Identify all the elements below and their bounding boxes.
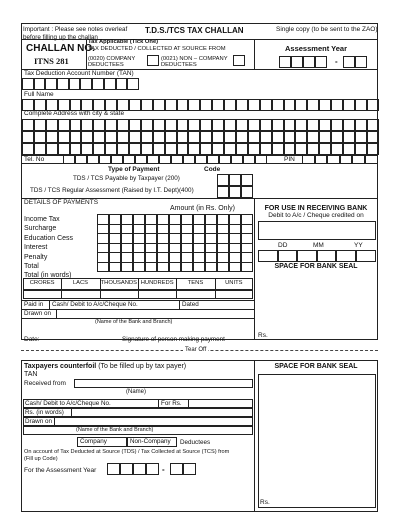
entry-cell[interactable] xyxy=(219,155,231,164)
entry-cell[interactable] xyxy=(93,143,105,155)
cf-year-to-boxes[interactable] xyxy=(170,463,196,475)
entry-cell[interactable] xyxy=(46,119,58,131)
entry-cell[interactable] xyxy=(295,119,307,131)
entry-cell[interactable] xyxy=(319,143,331,155)
entry-cell[interactable] xyxy=(117,143,129,155)
cf-for-rs-label: For Rs. xyxy=(161,400,182,407)
entry-cell[interactable] xyxy=(81,143,93,155)
entry-cell[interactable] xyxy=(141,143,153,155)
entry-cell[interactable] xyxy=(205,262,217,273)
cf-company-label: Company xyxy=(80,438,107,445)
entry-cell[interactable] xyxy=(70,119,82,131)
entry-cell[interactable] xyxy=(117,131,129,143)
entry-cell[interactable] xyxy=(141,99,153,111)
entry-cell[interactable] xyxy=(336,250,356,262)
date-boxes[interactable] xyxy=(258,250,376,262)
tax-applicable-desc: TAX DEDUCTED / COLLECTED AT SOURCE FROM xyxy=(88,46,226,52)
entry-cell[interactable] xyxy=(319,119,331,131)
divider xyxy=(56,309,57,318)
entry-cell[interactable] xyxy=(307,99,319,111)
assessment-year-to-boxes[interactable] xyxy=(343,56,367,68)
entry-cell[interactable] xyxy=(121,262,133,273)
entry-cell[interactable] xyxy=(278,250,298,262)
entry-cell[interactable] xyxy=(105,143,117,155)
paid-in-label: Paid in xyxy=(24,301,44,308)
entry-cell[interactable] xyxy=(75,155,87,164)
entry-cell[interactable] xyxy=(367,131,379,143)
entry-cell[interactable] xyxy=(135,155,147,164)
words-column-label: THOUSANDS xyxy=(100,280,138,286)
entry-cell[interactable] xyxy=(129,119,141,131)
entry-cell[interactable] xyxy=(343,99,355,111)
entry-cell[interactable] xyxy=(258,250,278,262)
entry-cell[interactable] xyxy=(224,131,236,143)
entry-cell[interactable] xyxy=(22,143,34,155)
entry-cell[interactable] xyxy=(307,143,319,155)
entry-cell[interactable] xyxy=(200,131,212,143)
entry-cell[interactable] xyxy=(153,99,165,111)
entry-cell[interactable] xyxy=(93,119,105,131)
entry-cell[interactable] xyxy=(188,131,200,143)
entry-cell[interactable] xyxy=(104,78,116,90)
entry-cell[interactable] xyxy=(153,143,165,155)
received-from-label: Received from xyxy=(24,380,66,387)
entry-cell[interactable] xyxy=(284,131,296,143)
entry-cell[interactable] xyxy=(236,119,248,131)
entry-cell[interactable] xyxy=(165,131,177,143)
amount-header: Amount (in Rs. Only) xyxy=(170,205,235,212)
entry-cell[interactable] xyxy=(307,119,319,131)
entry-cell[interactable] xyxy=(356,250,376,262)
entry-cell[interactable] xyxy=(355,119,367,131)
entry-cell[interactable] xyxy=(141,119,153,131)
entry-cell[interactable] xyxy=(45,78,57,90)
entry-cell[interactable] xyxy=(231,155,243,164)
cf-assessment-year-label: For the Assessment Year xyxy=(24,467,97,474)
divider xyxy=(254,39,255,69)
cf-year-separator: - xyxy=(162,465,165,474)
entry-cell[interactable] xyxy=(343,131,355,143)
entry-cell[interactable] xyxy=(367,119,379,131)
dated-label: Dated xyxy=(182,301,199,308)
payment-row-label: Surcharge xyxy=(24,225,57,232)
address-boxes-1[interactable] xyxy=(22,119,379,131)
tear-off-label: Tear Off xyxy=(185,347,207,353)
form-title: T.D.S./TCS TAX CHALLAN xyxy=(145,26,244,35)
entry-cell[interactable] xyxy=(224,143,236,155)
entry-cell[interactable] xyxy=(307,131,319,143)
option-400: TDS / TCS Regular Assessment (Raised by I.T. Dept)(400) xyxy=(30,187,194,194)
divider xyxy=(54,417,55,426)
drawn-on-row[interactable] xyxy=(23,417,253,426)
entry-cell[interactable] xyxy=(177,143,189,155)
divider xyxy=(71,408,72,417)
entry-cell[interactable] xyxy=(207,155,219,164)
entry-cell[interactable] xyxy=(81,119,93,131)
entry-cell[interactable] xyxy=(153,119,165,131)
entry-cell[interactable] xyxy=(212,119,224,131)
entry-cell[interactable] xyxy=(169,262,181,273)
entry-cell[interactable] xyxy=(92,78,104,90)
entry-cell[interactable] xyxy=(367,143,379,155)
option-company: (0020) COMPANY DEDUCTEES xyxy=(88,56,136,69)
cf-rs-label: Rs. xyxy=(260,499,270,506)
address-boxes-2[interactable] xyxy=(22,131,379,143)
cf-drawn-on-label: Drawn on xyxy=(25,418,52,425)
entry-cell[interactable] xyxy=(343,143,355,155)
entry-cell[interactable] xyxy=(171,155,183,164)
entry-cell[interactable] xyxy=(224,119,236,131)
bank-branch-note: (Name of the Bank and Branch) xyxy=(95,319,173,325)
words-column-label: CRORES xyxy=(29,280,55,286)
entry-cell[interactable] xyxy=(212,131,224,143)
option-non-company: (0021) NON – COMPANY DEDUCTEES xyxy=(161,56,228,69)
cf-bank-seal-box xyxy=(258,374,376,508)
tan-label: Tax Deduction Account Number (TAN) xyxy=(24,70,134,77)
entry-cell[interactable] xyxy=(183,155,195,164)
words-entry-row[interactable] xyxy=(23,290,253,299)
tel-boxes[interactable] xyxy=(63,155,267,164)
yy-label: YY xyxy=(354,242,363,249)
payment-row-label: Income Tax xyxy=(24,215,60,223)
entry-cell[interactable] xyxy=(331,131,343,143)
cf-rs-words-label: Rs. (in words) xyxy=(25,409,64,416)
entry-cell[interactable] xyxy=(236,99,248,111)
entry-cell[interactable] xyxy=(295,99,307,111)
entry-cell[interactable] xyxy=(217,262,229,273)
entry-cell[interactable] xyxy=(241,262,253,273)
entry-cell[interactable] xyxy=(343,119,355,131)
entry-cell[interactable] xyxy=(260,131,272,143)
tan-boxes[interactable] xyxy=(22,78,139,90)
payment-row-label: Penalty xyxy=(24,253,48,261)
entry-cell[interactable] xyxy=(99,155,111,164)
entry-cell[interactable] xyxy=(165,99,177,111)
signature-label: Signature of person making payment xyxy=(122,336,225,343)
entry-cell[interactable] xyxy=(295,143,307,155)
entry-cell[interactable] xyxy=(236,131,248,143)
dd-label: DD xyxy=(278,242,288,249)
entry-cell[interactable] xyxy=(212,143,224,155)
entry-cell[interactable] xyxy=(133,262,145,273)
cf-account-note: On account of Tax Deducted at Source (TDS) / Tax Collected at Source (TCS) from xyxy=(24,449,230,455)
debit-entry-box[interactable] xyxy=(258,221,376,240)
entry-cell[interactable] xyxy=(297,250,317,262)
entry-cell[interactable] xyxy=(331,119,343,131)
details-header: DETAILS OF PAYMENTS xyxy=(24,199,99,206)
receiving-bank-title: FOR USE IN RECEIVING BANK xyxy=(264,205,368,212)
rs-label: Rs. xyxy=(258,332,268,339)
entry-cell[interactable] xyxy=(260,119,272,131)
entry-cell[interactable] xyxy=(105,119,117,131)
counterfoil-title-rest: (To be filled up by tax payer) xyxy=(98,363,187,370)
entry-cell[interactable] xyxy=(127,78,139,90)
divider xyxy=(49,300,50,309)
entry-cell[interactable] xyxy=(260,99,272,111)
entry-cell[interactable] xyxy=(355,131,367,143)
payment-row-label: Total xyxy=(24,263,39,270)
entry-cell[interactable] xyxy=(57,78,69,90)
paid-in-desc: Cash/ Debit to A/c/Cheque No. xyxy=(52,301,138,308)
payment-type-label: Type of Payment xyxy=(108,166,160,173)
entry-cell[interactable] xyxy=(302,155,315,164)
entry-cell[interactable] xyxy=(22,78,34,90)
entry-cell[interactable] xyxy=(93,131,105,143)
assessment-year-from-boxes[interactable] xyxy=(279,56,327,68)
entry-cell[interactable] xyxy=(34,143,46,155)
entry-cell[interactable] xyxy=(177,99,189,111)
entry-cell[interactable] xyxy=(58,119,70,131)
entry-cell[interactable] xyxy=(248,143,260,155)
important-note: Important : Please see notes overleaf before filling up the challan xyxy=(23,26,128,41)
address-boxes-3[interactable] xyxy=(22,143,379,155)
assessment-year-label: Assessment Year xyxy=(285,44,347,53)
entry-cell[interactable] xyxy=(105,131,117,143)
received-from-field[interactable] xyxy=(74,379,253,388)
entry-cell[interactable] xyxy=(331,143,343,155)
entry-cell[interactable] xyxy=(319,99,331,111)
entry-cell[interactable] xyxy=(248,99,260,111)
cf-bank-branch-note: (Name of the Bank and Branch) xyxy=(76,427,154,433)
challan-title: CHALLAN NO. xyxy=(26,43,95,54)
entry-cell[interactable] xyxy=(200,119,212,131)
entry-cell[interactable] xyxy=(236,143,248,155)
entry-cell[interactable] xyxy=(255,155,267,164)
entry-cell[interactable] xyxy=(46,131,58,143)
entry-cell[interactable] xyxy=(63,155,75,164)
entry-cell[interactable] xyxy=(327,155,340,164)
entry-cell[interactable] xyxy=(129,99,141,111)
address-label: Complete Address with city & state xyxy=(24,110,125,117)
entry-cell[interactable] xyxy=(284,143,296,155)
entry-cell[interactable] xyxy=(188,119,200,131)
entry-cell[interactable] xyxy=(145,262,157,273)
entry-cell[interactable] xyxy=(129,131,141,143)
entry-cell[interactable] xyxy=(315,155,328,164)
payment-row-label: Education Cess xyxy=(24,234,74,242)
entry-cell[interactable] xyxy=(200,143,212,155)
entry-cell[interactable] xyxy=(340,155,353,164)
words-column-label: TENS xyxy=(187,280,204,286)
pin-boxes[interactable] xyxy=(302,155,378,164)
entry-cell[interactable] xyxy=(109,262,121,273)
payment-row-amount-boxes[interactable] xyxy=(97,262,253,273)
entry-cell[interactable] xyxy=(111,155,123,164)
entry-cell[interactable] xyxy=(200,99,212,111)
payment-code-label: Code xyxy=(204,166,221,173)
counterfoil-title-bold: Taxpayers counterfoil xyxy=(24,363,97,370)
copy-note: Single copy (to be sent to the ZAO) xyxy=(276,26,378,33)
cf-fill-code-note: (Fill up Code) xyxy=(24,456,58,462)
date-label: Date: xyxy=(24,336,40,343)
entry-cell[interactable] xyxy=(272,143,284,155)
words-column-label: HUNDREDS xyxy=(140,280,174,286)
entry-cell[interactable] xyxy=(80,78,92,90)
entry-cell[interactable] xyxy=(153,131,165,143)
entry-cell[interactable] xyxy=(129,143,141,155)
cf-tan-label: TAN xyxy=(24,371,38,378)
entry-cell[interactable] xyxy=(34,131,46,143)
entry-cell[interactable] xyxy=(193,262,205,273)
counterfoil-title xyxy=(24,363,186,370)
entry-cell[interactable] xyxy=(147,155,159,164)
non-company-checkbox[interactable] xyxy=(233,55,245,66)
entry-cell[interactable] xyxy=(284,99,296,111)
words-column-label: UNITS xyxy=(225,280,243,286)
entry-cell[interactable] xyxy=(272,119,284,131)
option-200: TDS / TCS Payable by Taxpayer (200) xyxy=(73,175,180,182)
entry-cell[interactable] xyxy=(159,155,171,164)
cf-bank-seal-title: SPACE FOR BANK SEAL xyxy=(274,363,358,370)
entry-cell[interactable] xyxy=(195,155,207,164)
year-separator: - xyxy=(335,57,338,66)
entry-cell[interactable] xyxy=(355,99,367,111)
entry-cell[interactable] xyxy=(116,78,128,90)
divider xyxy=(179,300,180,309)
full-name-label: Full Name xyxy=(24,91,54,98)
pin-label: PIN xyxy=(284,156,295,163)
entry-cell[interactable] xyxy=(117,119,129,131)
mm-label: MM xyxy=(313,242,324,249)
entry-cell[interactable] xyxy=(229,262,241,273)
cf-non-company-label: Non-Company xyxy=(130,438,171,445)
drawn-on-label: Drawn on xyxy=(24,310,51,317)
entry-cell[interactable] xyxy=(352,155,365,164)
entry-cell[interactable] xyxy=(70,143,82,155)
entry-cell[interactable] xyxy=(331,99,343,111)
company-checkbox[interactable] xyxy=(147,55,159,66)
entry-cell[interactable] xyxy=(69,78,81,90)
entry-cell[interactable] xyxy=(272,131,284,143)
cf-deductees-label: Deductees xyxy=(180,439,211,446)
cf-year-from-boxes[interactable] xyxy=(107,463,159,475)
debit-label: Debit to A/c / Cheque credited on xyxy=(268,212,364,219)
entry-cell[interactable] xyxy=(365,155,378,164)
entry-cell[interactable] xyxy=(248,119,260,131)
entry-cell[interactable] xyxy=(212,99,224,111)
code-200-boxes[interactable] xyxy=(217,174,253,186)
divider xyxy=(86,39,87,69)
entry-cell[interactable] xyxy=(34,119,46,131)
total-words-label: Total (in words) xyxy=(24,272,72,279)
entry-cell[interactable] xyxy=(177,131,189,143)
words-column-label: LACS xyxy=(72,280,89,286)
cf-name-note: (Name) xyxy=(126,389,147,395)
entry-cell[interactable] xyxy=(22,131,34,143)
challan-code: ITNS 281 xyxy=(34,56,69,66)
entry-cell[interactable] xyxy=(284,119,296,131)
entry-cell[interactable] xyxy=(317,250,337,262)
entry-cell[interactable] xyxy=(224,99,236,111)
divider xyxy=(21,39,378,40)
entry-cell[interactable] xyxy=(188,143,200,155)
divider xyxy=(158,399,159,408)
entry-cell[interactable] xyxy=(295,131,307,143)
entry-cell[interactable] xyxy=(141,131,153,143)
entry-cell[interactable] xyxy=(355,143,367,155)
divider xyxy=(254,360,255,512)
entry-cell[interactable] xyxy=(58,143,70,155)
entry-cell[interactable] xyxy=(248,131,260,143)
tel-label: Tel. No xyxy=(24,156,45,163)
entry-cell[interactable] xyxy=(243,155,255,164)
entry-cell[interactable] xyxy=(70,131,82,143)
entry-cell[interactable] xyxy=(165,119,177,131)
entry-cell[interactable] xyxy=(177,119,189,131)
entry-cell[interactable] xyxy=(46,143,58,155)
entry-cell[interactable] xyxy=(188,99,200,111)
entry-cell[interactable] xyxy=(58,131,70,143)
entry-cell[interactable] xyxy=(34,78,46,90)
entry-cell[interactable] xyxy=(97,262,109,273)
bank-seal-title: SPACE FOR BANK SEAL xyxy=(274,263,358,270)
divider xyxy=(188,399,189,408)
entry-cell[interactable] xyxy=(181,262,193,273)
entry-cell[interactable] xyxy=(272,99,284,111)
entry-cell[interactable] xyxy=(157,262,169,273)
tax-applicable-label: Tax Applicable (Tick One) xyxy=(88,39,159,45)
payment-row-label: Interest xyxy=(24,244,48,251)
entry-cell[interactable] xyxy=(319,131,331,143)
entry-cell[interactable] xyxy=(165,143,177,155)
code-400-boxes[interactable] xyxy=(217,186,253,198)
entry-cell[interactable] xyxy=(22,119,34,131)
entry-cell[interactable] xyxy=(260,143,272,155)
entry-cell[interactable] xyxy=(81,131,93,143)
entry-cell[interactable] xyxy=(123,155,135,164)
entry-cell[interactable] xyxy=(87,155,99,164)
entry-cell[interactable] xyxy=(367,99,379,111)
cf-cash-label: Cash/ Debit to A/c/Cheque No. xyxy=(25,400,111,407)
